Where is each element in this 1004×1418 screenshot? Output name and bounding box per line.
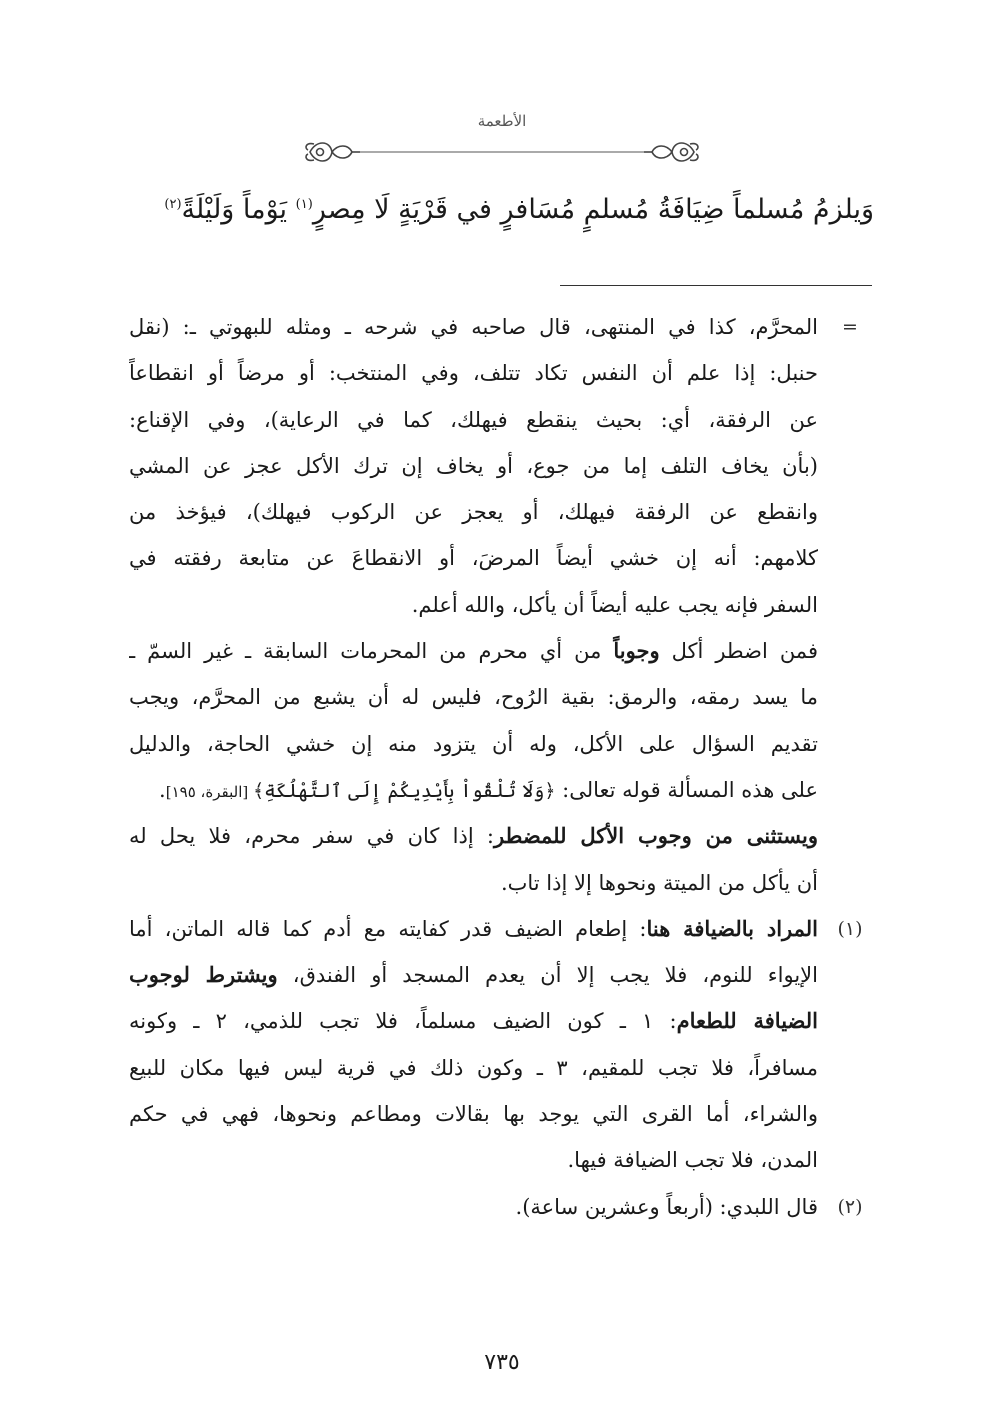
footnote-marker: (١) bbox=[837, 917, 863, 940]
text-line: (بأن يخاف التلف إما من جوع، أو يخاف إن ترك الأكل عجز عن المشي bbox=[129, 453, 818, 478]
text-line: الإيواء للنوم، فلا يجب إلا أن يعدم المسجد أو الفندق، ويشترط لوجوب bbox=[129, 962, 818, 988]
footnotes bbox=[129, 304, 874, 1230]
bold-term: الضيافة للطعام bbox=[676, 1008, 818, 1034]
text-line: وانقطع عن الرفقة فيهلك، أو يعجز عن الركوب فيهلك)، فيؤخذ من bbox=[129, 500, 818, 525]
footnote-2 bbox=[129, 1184, 874, 1230]
text-line: على هذه المسألة قوله تعالى: ﴿وَلَا تُلْقُواْ بِأَيْدِيكُمْ إِلَى ٱلتَّهْلُكَةِ﴾ [البقرة، ١٩٥]. bbox=[159, 777, 818, 802]
text-line: المحرَّم، كذا في المنتهى، قال صاحبه في شرحه ـ ومثله للبهوتي ـ: (نقل bbox=[129, 315, 818, 339]
text-line: المدن، فلا تجب الضيافة فيها. bbox=[567, 1148, 818, 1173]
text-line: عن الرفقة، أي: بحيث ينقطع فيهلك، كما في الرعاية)، وفي الإقناع: bbox=[129, 407, 818, 432]
matn-before: وَيلزمُ مُسلماً ضِيَافَةُ مُسلمٍ مُسَافرٍ في قَرْيَةٍ لَا مِصرٍ bbox=[312, 194, 874, 225]
text-line: قال اللبدي: (أربعاً وعشرين ساعة). bbox=[515, 1194, 818, 1219]
text-line: حنبل: إذا علم أن النفس تكاد تتلف، وفي المنتخب: أو مرضاً أو انقطاعاً bbox=[129, 361, 818, 386]
continuation-marker: = bbox=[842, 316, 858, 338]
running-header bbox=[0, 112, 1004, 172]
footnote-ref-2: (٢) bbox=[164, 197, 182, 212]
bold-term: ويشترط لوجوب bbox=[129, 962, 278, 988]
matn-text bbox=[129, 188, 874, 231]
footnote-marker: (٢) bbox=[837, 1195, 863, 1218]
footnote-1 bbox=[129, 906, 874, 1184]
matn-after: يَوْماً وَلَيْلَةً bbox=[181, 194, 296, 225]
footnote-ref-1: (١) bbox=[295, 197, 313, 212]
page-number: ٧٣٥ bbox=[484, 1350, 520, 1375]
text-line: ويستثنى من وجوب الأكل للمضطر: إذا كان في سفر محرم، فلا يحل له bbox=[129, 823, 818, 849]
text-line: المراد بالضيافة هنا: إطعام الضيف قدر كفايته مع أدم كما قاله الماتن، أما bbox=[129, 915, 818, 941]
header-title: الأطعمة bbox=[477, 112, 527, 130]
text-line: أن يأكل من الميتة ونحوها إلا إذا تاب. bbox=[500, 870, 818, 895]
text-line: كلامهم: أنه إن خشي أيضاً المرضَ، أو الانقطاعَ عن متابعة رفقته في bbox=[129, 546, 818, 571]
text-line: الضيافة للطعام: ١ ـ كون الضيف مسلماً، فلا تجب للذمي، ٢ ـ وكونه bbox=[129, 1008, 818, 1034]
text-line: مسافراً، فلا تجب للمقيم، ٣ ـ وكون ذلك في قرية ليس فيها مكان للبيع bbox=[129, 1055, 818, 1080]
text-line: فمن اضطر أكل وجوباً من أي محرم من المحرمات السابقة ـ غير السمّ ـ bbox=[129, 638, 818, 664]
quran-verse: ﴿وَلَا تُلْقُواْ بِأَيْدِيكُمْ إِلَى ٱلتَّهْلُكَةِ﴾ bbox=[252, 779, 556, 802]
text-line: السفر فإنه يجب عليه أيضاً أن يأكل، والله أعلم. bbox=[411, 592, 818, 617]
bold-term: ويستثنى من وجوب الأكل للمضطر bbox=[494, 823, 818, 849]
bold-term: المراد بالضيافة هنا bbox=[646, 915, 818, 941]
ornament-divider-icon bbox=[300, 132, 704, 172]
text-line: ما يسد رمقه، والرمق: بقية الرُوح، فليس له أن يشبع من المحرَّم، ويجب bbox=[129, 685, 818, 710]
text-line: والشراء، أما القرى التي يوجد بها بقالات ومطاعم ونحوها، فهي في حكم bbox=[129, 1102, 818, 1127]
text-line: تقديم السؤال على الأكل، وله أن يتزود منه إن خشي الحاجة، والدليل bbox=[129, 731, 818, 756]
bold-term: وجوباً bbox=[613, 638, 660, 664]
footnote-continuation bbox=[129, 304, 874, 906]
footnote-separator bbox=[560, 285, 872, 286]
verse-reference: [البقرة، ١٩٥] bbox=[165, 782, 253, 801]
